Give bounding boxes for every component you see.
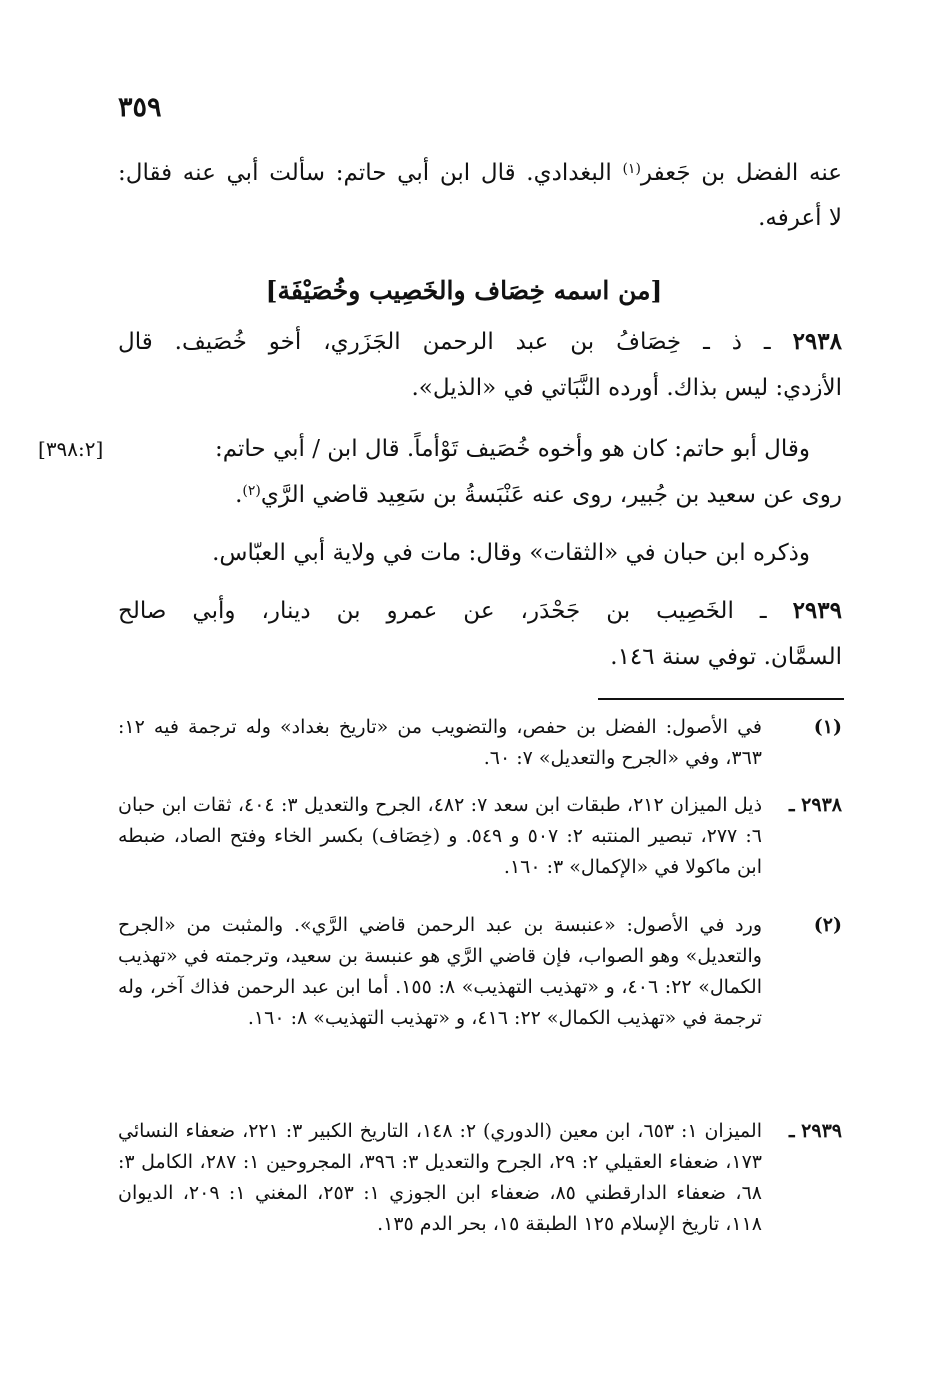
entry-2938-line-3: وقال أبو حاتم: كان هو وأخوه خُصَيف تَوْأماً. قال ابن / أبي حاتم: [214, 436, 810, 462]
footnote-1 [118, 712, 842, 774]
footnote-ref-1: (١) [622, 161, 641, 177]
entry-number-2938: ٢٩٣٨ [792, 328, 842, 355]
entry-2938-line-5: وذكره ابن حبان في «الثقات» وقال: مات في ولاية أبي العبّاس. [212, 540, 810, 566]
text-segment: . [235, 482, 243, 508]
footnote-text: الميزان ١: ٦٥٣، ابن معين (الدوري) ٢: ١٤٨، التاريخ الكبير ٣: ٢٢١، ضعفاء النسائي ١٧٣، ضعفاء العقيلي ٢: ٢٩، الجرح والتعديل ٣: ٣٩٦، المجروحين ١: ٢٨٧، الكامل ٣: ٦٨، ضعفاء الدارقطني ٨٥، ضعفاء ابن الجوزي ١: ٢٥٣، المغني ١: ٢٠٩، الديوان ١١٨، تاريخ الإسلام ١٢٥ الطبقة ١٥، بحر الدم ١٣٥. [118, 1120, 762, 1235]
footnote-label: ٢٩٣٨ ـ [788, 794, 842, 816]
section-heading: [من اسمه خِصَاف والخَصِيب وخُصَيْفَة] [265, 276, 663, 305]
entry-number-2939: ٢٩٣٩ [792, 597, 842, 624]
footnote-divider [598, 698, 844, 700]
footnote-2 [118, 910, 842, 1034]
entry-2938-line-4 [235, 480, 842, 510]
footnote-label: (٢) [813, 914, 842, 936]
footnote-2938 [118, 790, 842, 883]
footnote-text: ورد في الأصول: «عنبسة بن عبد الرحمن قاضي الرَّي». والمثبت من «الجرح والتعديل» وهو الصواب، فإن قاضي الرَّي هو عنبسة بن سعيد، وترجمته في «تهذيب الكمال» ٢٢: ٤٠٦، و «تهذيب التهذيب» ٨: ١٥٥. أما ابن عبد الرحمن فذاك آخر، وله ترجمة في «تهذيب الكمال» ٢٢: ٤١٦، و «تهذيب التهذيب» ٨: ١٦٠. [118, 914, 763, 1029]
footnote-2939 [118, 1116, 842, 1240]
entry-2939-line-2: السمَّان. توفي سنة ١٤٦. [610, 644, 842, 670]
text-line-1 [118, 158, 842, 188]
entry-2938-line-2: الأزدي: ليس بذاك. أورده النَّبَاتي في «الذيل». [411, 375, 842, 401]
text-segment: روى عن سعيد بن جُبير، روى عنه عَنْبَسةُ بن سَعِيد قاضي الرَّي [260, 482, 842, 508]
text-segment: ـ الخَصِيب بن جَحْدَر، عن عمرو بن دينار، وأبي صالح [118, 598, 793, 624]
text-segment: عنه الفضل بن جَعفر [640, 160, 842, 186]
footnote-text: في الأصول: الفضل بن حفص، والتضويب من «تاريخ بغداد» وله ترجمة فيه ١٢: ٣٦٣، وفي «الجرح والتعديل» ٧: ٦٠. [118, 716, 762, 769]
footnote-label: ٢٩٣٩ ـ [788, 1120, 842, 1142]
entry-2939-line-1 [118, 596, 842, 626]
entry-2938-line-1 [118, 327, 842, 357]
text-line-2: لا أعرفه. [758, 205, 842, 231]
page-number: ٣٥٩ [118, 92, 162, 123]
margin-reference: [٣٩٨:٢] [38, 437, 104, 461]
footnote-label: (١) [813, 716, 842, 738]
footnote-text: ذيل الميزان ٢١٢، طبقات ابن سعد ٧: ٤٨٢، الجرح والتعديل ٣: ٤٠٤، ثقات ابن حبان ٦: ٢٧٧، تبصير المنتبه ٢: ٥٠٧ و ٥٤٩. و (خِصَاف) بكسر الخاء وفتح الصاد، ضبطه ابن ماكولا في «الإكمال» ٣: ١٦٠. [118, 794, 763, 878]
footnote-ref-2: (٢) [242, 483, 261, 499]
text-segment: ـ ذ ـ خِصَافُ بن عبد الرحمن الجَزَري، أخو خُصَيف. قال [118, 329, 793, 355]
text-segment: البغدادي. قال ابن أبي حاتم: سألت أبي عنه فقال: [118, 160, 623, 186]
